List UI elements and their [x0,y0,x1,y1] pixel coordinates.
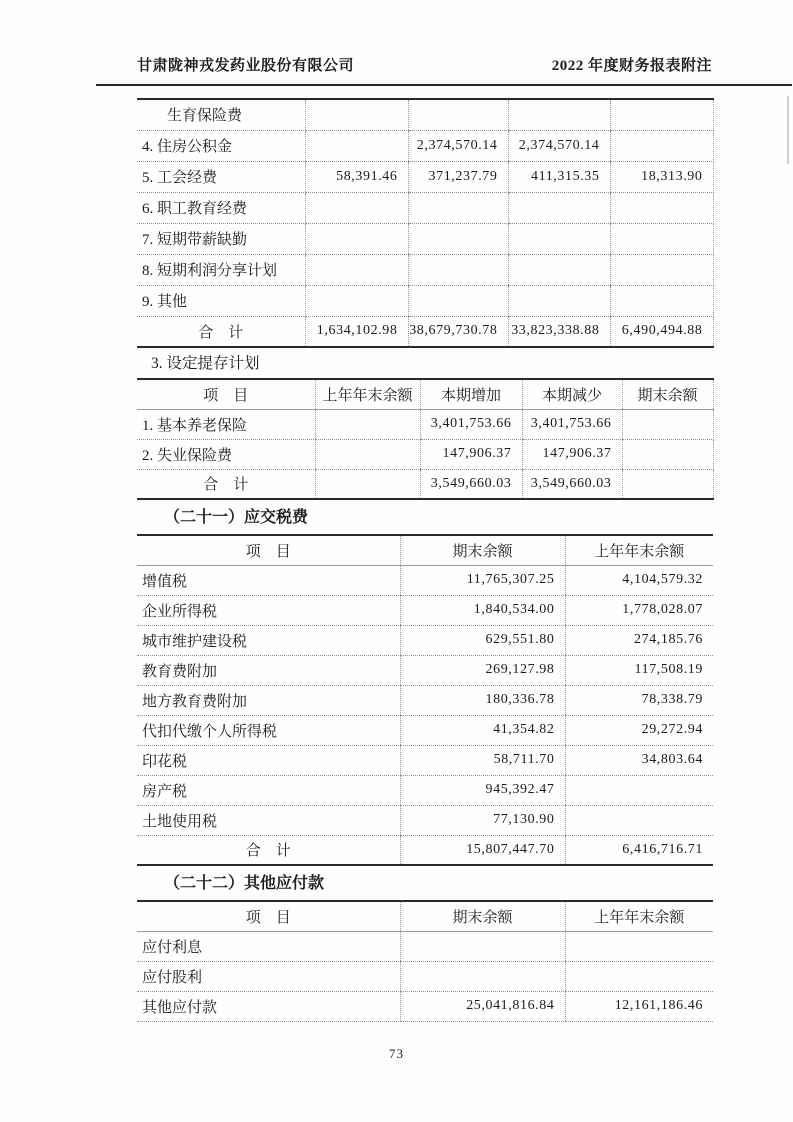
cell-value [565,775,713,805]
cell-value [610,223,713,254]
cell-value [508,254,610,285]
row-label: 6. 职工教育经费 [137,192,305,223]
page-number: 73 [389,1046,404,1061]
cell-value: 147,906.37 [522,439,622,469]
total-row [137,316,713,347]
cell-value [408,285,508,316]
cell-value: 11,765,307.25 [400,565,565,595]
cell-value [565,931,713,961]
cell-value [400,931,565,961]
cell-value [305,192,408,223]
table-row [137,99,713,130]
table-row [137,715,713,745]
cell-value: 38,679,730.78 [408,316,508,347]
section-heading-taxes-payable: （二十一）应交税费 [164,509,309,526]
column-header: 本期增加 [420,379,522,409]
cell-value: 29,272.94 [565,715,713,745]
cell-value: 1,634,102.98 [305,316,408,347]
row-label: 1. 基本养老保险 [137,409,315,439]
row-label: 城市维护建设税 [137,625,400,655]
cell-value [305,223,408,254]
table-header-row [137,535,713,565]
row-label: 教育费附加 [137,655,400,685]
table-row [137,161,713,192]
row-label: 合 计 [198,324,244,341]
cell-value: 180,336.78 [400,685,565,715]
cell-value: 945,392.47 [400,775,565,805]
cell-value [408,99,508,130]
row-label: 8. 短期利润分享计划 [137,254,305,285]
table-row [137,595,713,625]
total-row [137,469,713,499]
cell-value: 2,374,570.14 [408,130,508,161]
table-row [137,745,713,775]
row-label: 土地使用税 [137,805,400,835]
table-row [137,991,713,1021]
row-label: 7. 短期带薪缺勤 [137,223,305,254]
cell-value [508,285,610,316]
cell-value: 6,416,716.71 [565,835,713,865]
row-label: 合 计 [245,843,291,860]
cell-value: 629,551.80 [400,625,565,655]
column-header: 期末余额 [622,379,713,409]
cell-value: 1,840,534.00 [400,595,565,625]
row-label: 9. 其他 [137,285,305,316]
cell-value [408,192,508,223]
table-row [137,439,713,469]
cell-value [622,409,713,439]
column-header: 上年年末余额 [315,379,420,409]
cell-value: 3,549,660.03 [522,469,622,499]
column-header: 上年年末余额 [565,901,713,931]
table-row [137,254,713,285]
cell-value [610,192,713,223]
table-row [137,961,713,991]
column-header: 项 目 [137,901,400,931]
scan-artifact [787,96,789,164]
row-label: 5. 工会经费 [137,161,305,192]
cell-value: 411,315.35 [508,161,610,192]
cell-value: 371,237.79 [408,161,508,192]
table-row [137,685,713,715]
other-payables-table [137,900,713,1022]
taxes-payable-table [137,534,713,866]
cell-value: 18,313.90 [610,161,713,192]
column-header: 期末余额 [400,901,565,931]
row-label: 2. 失业保险费 [137,439,315,469]
cell-value: 77,130.90 [400,805,565,835]
table-row [137,931,713,961]
cell-value: 3,549,660.03 [420,469,522,499]
cell-value: 4,104,579.32 [565,565,713,595]
employee-benefits-table [137,98,714,348]
cell-value [508,99,610,130]
cell-value [305,254,408,285]
column-header: 项 目 [137,535,400,565]
report-title: 2022 年度财务报表附注 [551,58,712,74]
row-label: 应付股利 [137,961,400,991]
row-label: 增值税 [137,565,400,595]
table-row [137,805,713,835]
cell-value: 274,185.76 [565,625,713,655]
cell-value: 25,041,816.84 [400,991,565,1021]
cell-value [400,961,565,991]
cell-value [315,469,420,499]
cell-value [565,961,713,991]
table-row [137,223,713,254]
cell-value [610,130,713,161]
cell-value [315,439,420,469]
cell-value [315,409,420,439]
defined-contribution-table [137,378,714,500]
cell-value [305,130,408,161]
table-row [137,565,713,595]
cell-value: 15,807,447.70 [400,835,565,865]
row-label: 其他应付款 [137,991,400,1021]
cell-value: 58,391.46 [305,161,408,192]
cell-value: 34,803.64 [565,745,713,775]
cell-value [622,469,713,499]
row-label: 应付利息 [137,931,400,961]
cell-value [622,439,713,469]
cell-value: 3,401,753.66 [420,409,522,439]
cell-value: 33,823,338.88 [508,316,610,347]
company-name: 甘肃陇神戎发药业股份有限公司 [137,58,355,74]
cell-value [508,223,610,254]
cell-value: 147,906.37 [420,439,522,469]
cell-value [508,192,610,223]
table-row [137,625,713,655]
table-row [137,130,713,161]
cell-value [610,285,713,316]
row-label: 生育保险费 [137,99,305,130]
cell-value [305,285,408,316]
cell-value [610,254,713,285]
cell-value [305,99,408,130]
table-row [137,285,713,316]
cell-value: 58,711.70 [400,745,565,775]
page-content [137,98,713,1022]
column-header: 期末余额 [400,535,565,565]
row-label: 印花税 [137,745,400,775]
row-label: 代扣代缴个人所得税 [137,715,400,745]
cell-value: 6,490,494.88 [610,316,713,347]
cell-value: 41,354.82 [400,715,565,745]
table-row [137,192,713,223]
row-label: 地方教育费附加 [137,685,400,715]
column-header: 本期减少 [522,379,622,409]
total-row [137,835,713,865]
section-heading-other-payables: （二十二）其他应付款 [164,875,325,892]
row-label: 企业所得税 [137,595,400,625]
cell-value: 2,374,570.14 [508,130,610,161]
cell-value [565,805,713,835]
column-header: 项 目 [137,379,315,409]
cell-value: 78,338.79 [565,685,713,715]
table-header-row [137,901,713,931]
cell-value: 269,127.98 [400,655,565,685]
row-label: 房产税 [137,775,400,805]
table-row [137,655,713,685]
row-label: 合 计 [203,477,249,494]
section-heading-defined-contribution: 3. 设定提存计划 [151,355,260,372]
column-header: 上年年末余额 [565,535,713,565]
page-header [96,54,792,86]
cell-value: 117,508.19 [565,655,713,685]
cell-value: 1,778,028.07 [565,595,713,625]
cell-value: 3,401,753.66 [522,409,622,439]
row-label: 4. 住房公积金 [137,130,305,161]
cell-value [408,223,508,254]
table-row [137,775,713,805]
table-header-row [137,379,713,409]
cell-value [408,254,508,285]
cell-value: 12,161,186.46 [565,991,713,1021]
cell-value [610,99,713,130]
table-row [137,409,713,439]
